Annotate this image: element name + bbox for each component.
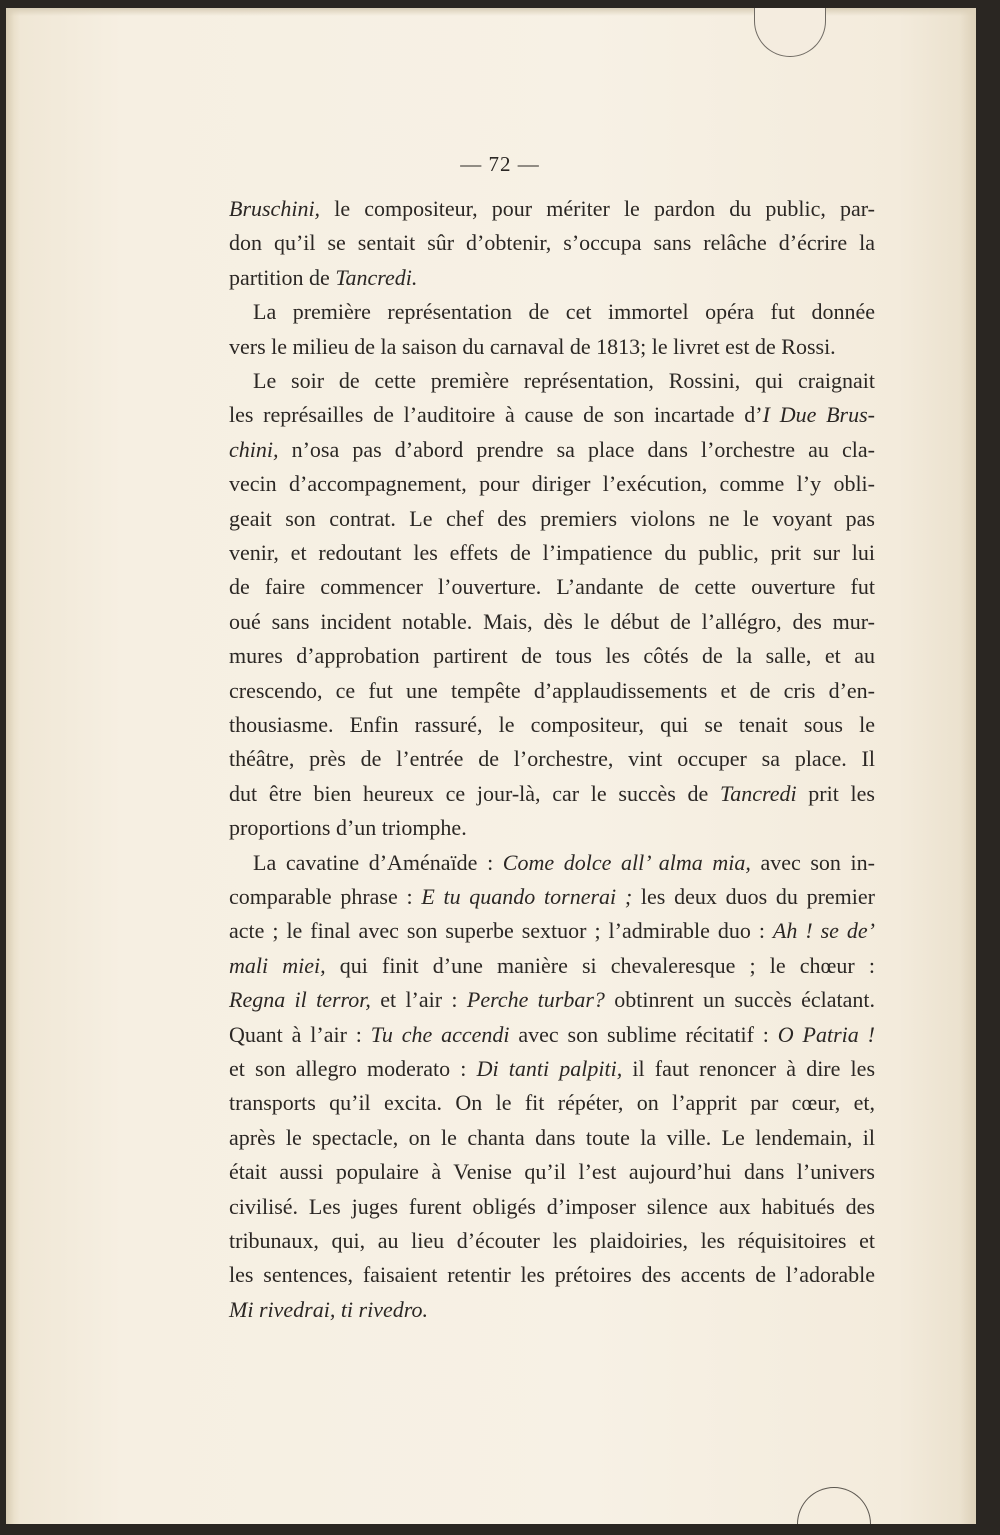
text-line bbox=[229, 398, 875, 432]
text-line bbox=[229, 261, 875, 295]
text-run: geait son contrat. Le chef des premiers violons ne le voyant pas bbox=[229, 505, 875, 531]
text-run: qui finit d’une manière si chevaleresque ; le chœur : bbox=[325, 952, 875, 978]
italic-text-run: Regna il terror, bbox=[229, 987, 371, 1013]
text-run: proportions d’un triomphe. bbox=[229, 815, 467, 841]
italic-text-run: mali miei, bbox=[229, 952, 326, 978]
text-run: venir, et redoutant les effets de l’impatience du public, prit sur lui bbox=[229, 540, 875, 565]
text-run: thousiasme. Enfin rassuré, le compositeur, qui se tenait sous le bbox=[229, 712, 875, 737]
text-line bbox=[229, 674, 875, 708]
page-right-edge bbox=[960, 8, 976, 1524]
text-line bbox=[229, 983, 875, 1017]
italic-text-run: Tancredi. bbox=[335, 264, 418, 290]
text-line bbox=[229, 1258, 875, 1292]
text-run: oué sans incident notable. Mais, dès le début de l’allégro, des mur- bbox=[229, 608, 875, 634]
italic-text-run: E tu quando tornerai ; bbox=[421, 884, 633, 909]
text-run: comparable phrase : bbox=[229, 884, 422, 909]
italic-text-run: Mi rivedrai, ti rivedro. bbox=[229, 1296, 428, 1322]
text-line bbox=[229, 880, 875, 914]
page-number-header: — 72 — bbox=[460, 152, 540, 176]
italic-text-run: Ah ! se de’ bbox=[772, 918, 875, 944]
text-line bbox=[229, 1224, 875, 1258]
page-top-edge bbox=[6, 8, 976, 16]
text-line bbox=[229, 742, 875, 776]
text-line bbox=[229, 639, 875, 673]
text-run: La première représentation de cet immortel opéra fut donnée bbox=[253, 299, 875, 325]
text-run: obtinrent un succès éclatant. bbox=[604, 987, 875, 1013]
text-line bbox=[229, 295, 875, 329]
text-line bbox=[229, 330, 875, 364]
text-run: les sentences, faisaient retentir les prétoires des accents de l’adorable bbox=[229, 1262, 875, 1288]
text-run: Quant à l’air : bbox=[229, 1021, 371, 1047]
text-run: prit les bbox=[796, 780, 875, 806]
text-run: et son allegro moderato : bbox=[229, 1056, 477, 1081]
text-run: il faut renoncer à dire les bbox=[622, 1056, 876, 1081]
text-run: vecin d’accompagnement, pour diriger l’exécution, comme l’y obli- bbox=[229, 471, 875, 497]
text-line bbox=[229, 914, 875, 948]
text-line bbox=[229, 1190, 875, 1224]
text-line bbox=[229, 605, 875, 639]
text-run: La cavatine d’Aménaïde : bbox=[253, 849, 503, 875]
italic-text-run: Perche turbar? bbox=[466, 987, 605, 1013]
italic-text-run: I Due Brus- bbox=[762, 402, 875, 428]
text-line bbox=[229, 364, 875, 398]
text-line bbox=[229, 1018, 875, 1052]
text-line bbox=[229, 1293, 875, 1327]
text-line bbox=[229, 846, 875, 880]
text-run: dut être bien heureux ce jour-là, car le succès de bbox=[229, 780, 720, 806]
text-run: Le soir de cette première représentation, Rossini, qui craignait bbox=[253, 368, 875, 393]
italic-text-run: Bruschini, bbox=[229, 196, 321, 221]
text-run: et l’air : bbox=[370, 987, 467, 1013]
italic-text-run: Di tanti palpiti, bbox=[476, 1056, 623, 1081]
italic-text-run: Tu che accendi bbox=[370, 1021, 510, 1047]
text-run: après le spectacle, on le chanta dans toute la ville. Le lendemain, il bbox=[229, 1124, 875, 1150]
text-run: transports qu’il excita. On le fit répéter, on l’apprit par cœur, et, bbox=[229, 1090, 875, 1116]
text-line bbox=[229, 536, 875, 570]
text-line bbox=[229, 708, 875, 742]
text-run: le compositeur, pour mériter le pardon du public, par- bbox=[320, 196, 875, 221]
page-corner-loop-mark bbox=[797, 1487, 871, 1524]
text-run: avec son in- bbox=[750, 849, 875, 875]
text-run: crescendo, ce fut une tempête d’applaudissements et de cris d’en- bbox=[229, 677, 875, 703]
text-line bbox=[229, 949, 875, 983]
text-line bbox=[229, 1086, 875, 1120]
text-line bbox=[229, 467, 875, 501]
text-line bbox=[229, 1155, 875, 1189]
text-line bbox=[229, 1121, 875, 1155]
text-run: les deux duos du premier bbox=[632, 884, 875, 909]
text-line bbox=[229, 502, 875, 536]
text-run: avec son sublime récitatif : bbox=[509, 1021, 778, 1047]
italic-text-run: O Patria ! bbox=[777, 1021, 875, 1047]
text-line bbox=[229, 226, 875, 260]
text-run: vers le milieu de la saison du carnaval de 1813; le livret est de Rossi. bbox=[229, 333, 836, 359]
page-clip-mark bbox=[754, 8, 826, 57]
text-run: mures d’approbation partirent de tous les côtés de la salle, et au bbox=[229, 643, 875, 669]
text-run: tribunaux, qui, au lieu d’écouter les plaidoiries, les réquisitoires et bbox=[229, 1228, 875, 1253]
text-run: partition de bbox=[229, 264, 336, 290]
text-run: était aussi populaire à Venise qu’il l’est aujourd’hui dans l’univers bbox=[229, 1159, 875, 1185]
text-line bbox=[229, 192, 875, 226]
italic-text-run: Tancredi bbox=[719, 780, 797, 806]
text-line bbox=[229, 1052, 875, 1086]
text-run: de faire commencer l’ouverture. L’andante de cette ouverture fut bbox=[229, 574, 875, 600]
text-run: civilisé. Les juges furent obligés d’imposer silence aux habitués des bbox=[229, 1193, 875, 1219]
italic-text-run: Come dolce all’ alma mia, bbox=[502, 849, 751, 875]
text-run: n’osa pas d’abord prendre sa place dans l’orchestre au cla- bbox=[278, 436, 875, 462]
text-run: acte ; le final avec son superbe sextuor ; l’admirable duo : bbox=[229, 918, 773, 944]
text-line bbox=[229, 570, 875, 604]
italic-text-run: chini, bbox=[229, 436, 279, 462]
text-line bbox=[229, 433, 875, 467]
text-line bbox=[229, 777, 875, 811]
binding-edge bbox=[6, 8, 20, 1524]
text-run: théâtre, près de l’entrée de l’orchestre, vint occuper sa place. Il bbox=[229, 746, 875, 772]
text-run: don qu’il se sentait sûr d’obtenir, s’occupa sans relâche d’écrire la bbox=[229, 230, 875, 256]
text-run: les représailles de l’auditoire à cause de son incartade d’ bbox=[229, 402, 763, 428]
text-line bbox=[229, 811, 875, 845]
